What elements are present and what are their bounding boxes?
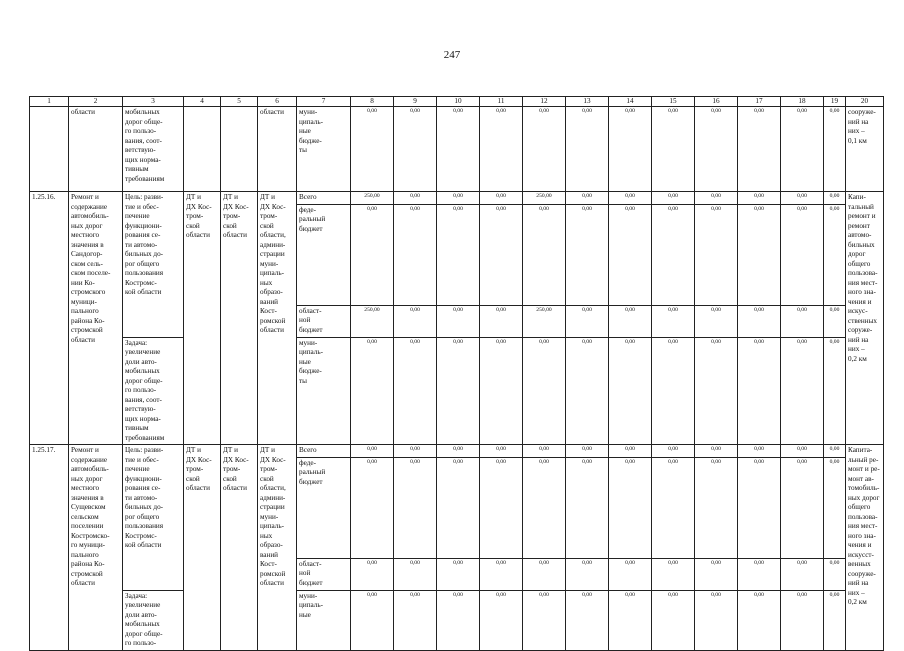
- value-cell: 0,00: [480, 558, 523, 590]
- value-cell: 0,00: [394, 457, 437, 558]
- value-cell: 0,00: [781, 457, 824, 558]
- value-cell: 0,00: [695, 558, 738, 590]
- value-cell: 0,00: [480, 457, 523, 558]
- column-number: 11: [480, 97, 523, 107]
- column-number: 7: [297, 97, 351, 107]
- value-cell: 0,00: [437, 107, 480, 192]
- executor-cell: области: [258, 107, 297, 192]
- result-cell: Капи- тальный ремонт и ремонт автомо- бильных дорог общего пользова- ния мест- ного зна- чения и искус- ственных соруже- ний на них – 0,2 км: [846, 192, 884, 445]
- column-number: 4: [184, 97, 221, 107]
- column-number: 13: [566, 97, 609, 107]
- value-cell: 0,00: [824, 192, 846, 205]
- column-number: 19: [824, 97, 846, 107]
- value-cell: 0,00: [566, 107, 609, 192]
- value-cell: 0,00: [523, 204, 566, 305]
- value-cell: 0,00: [738, 590, 781, 650]
- result-cell: Капита- льный ре- монт и ре- монт ав- томобиль- ных дорог общего пользова- ния мест- ного зна- чения и искусст- венных сооруже- ний на них – 0,2 км: [846, 445, 884, 651]
- value-cell: 0,00: [695, 107, 738, 192]
- value-cell: 0,00: [609, 457, 652, 558]
- value-cell: 0,00: [695, 305, 738, 337]
- value-cell: 0,00: [824, 590, 846, 650]
- value-cell: 0,00: [566, 558, 609, 590]
- value-cell: 0,00: [738, 457, 781, 558]
- event-name-cell: области: [69, 107, 123, 192]
- value-cell: 0,00: [437, 558, 480, 590]
- value-cell: 0,00: [652, 204, 695, 305]
- column-number: 10: [437, 97, 480, 107]
- value-cell: 0,00: [609, 107, 652, 192]
- value-cell: 0,00: [437, 457, 480, 558]
- executor-cell: ДТ и ДХ Кос- тром- ской области, админи- страции муни- ципаль- ных образо- ваний Кост- ромской области: [258, 445, 297, 651]
- row-number-cell: 1.25.17.: [30, 445, 69, 651]
- value-cell: 0,00: [609, 305, 652, 337]
- value-cell: 0,00: [394, 204, 437, 305]
- column-number: 8: [351, 97, 394, 107]
- value-cell: 0,00: [781, 107, 824, 192]
- value-cell: 0,00: [824, 107, 846, 192]
- result-cell: сооруже- ний на них – 0,1 км: [846, 107, 884, 192]
- value-cell: 0,00: [738, 445, 781, 458]
- value-cell: 0,00: [695, 192, 738, 205]
- column-number: 18: [781, 97, 824, 107]
- funding-source-cell: Всего: [297, 192, 351, 205]
- value-cell: 0,00: [781, 590, 824, 650]
- value-cell: 0,00: [523, 337, 566, 445]
- event-name-cell: Ремонт и содержание автомобиль- ных дорог местного значения в Сандогор- ском сель- ском поселе- нии Ко- стромского муници- пального района Ко- стромской области: [69, 192, 123, 445]
- value-cell: 0,00: [437, 337, 480, 445]
- coexecutor-cell: ДТ и ДХ Кос- тром- ской области: [221, 192, 258, 445]
- table-row: [30, 590, 884, 650]
- value-cell: 0,00: [695, 590, 738, 650]
- value-cell: 250,00: [351, 192, 394, 205]
- funding-source-cell: феде- ральный бюджет: [297, 204, 351, 305]
- task-cell: Задача: увеличение доли авто- мобильных дорог обще- го пользо-: [123, 590, 184, 650]
- value-cell: 250,00: [523, 192, 566, 205]
- value-cell: 0,00: [480, 107, 523, 192]
- value-cell: 0,00: [351, 337, 394, 445]
- funding-source-cell: област- ной бюджет: [297, 305, 351, 337]
- value-cell: 0,00: [394, 337, 437, 445]
- value-cell: 250,00: [351, 305, 394, 337]
- value-cell: 0,00: [738, 558, 781, 590]
- value-cell: 0,00: [523, 445, 566, 458]
- value-cell: 0,00: [566, 457, 609, 558]
- value-cell: 0,00: [566, 204, 609, 305]
- value-cell: 0,00: [351, 107, 394, 192]
- table-body: [30, 97, 884, 651]
- column-number: 6: [258, 97, 297, 107]
- value-cell: 0,00: [523, 590, 566, 650]
- value-cell: 0,00: [566, 445, 609, 458]
- value-cell: 0,00: [351, 457, 394, 558]
- column-number: 16: [695, 97, 738, 107]
- value-cell: 0,00: [738, 337, 781, 445]
- column-number: 3: [123, 97, 184, 107]
- program-table: [29, 96, 884, 651]
- value-cell: 0,00: [437, 590, 480, 650]
- funding-source-cell: муни- ципаль- ные: [297, 590, 351, 650]
- value-cell: 0,00: [652, 107, 695, 192]
- funding-source-cell: муни- ципаль- ные бюдже- ты: [297, 107, 351, 192]
- table-row: [30, 192, 884, 205]
- value-cell: 0,00: [609, 192, 652, 205]
- event-name-cell: Ремонт и содержание автомобиль- ных дорог местного значения в Сущевском сельском поселении Костромско- го муници- пального района Ко- стромской области: [69, 445, 123, 651]
- column-number: 12: [523, 97, 566, 107]
- table-row: [30, 337, 884, 445]
- value-cell: 0,00: [523, 457, 566, 558]
- funding-source-cell: феде- ральный бюджет: [297, 457, 351, 558]
- value-cell: 0,00: [695, 457, 738, 558]
- value-cell: 0,00: [523, 107, 566, 192]
- value-cell: 0,00: [480, 192, 523, 205]
- column-number: 5: [221, 97, 258, 107]
- task-cell: Задача: увеличение доли авто- мобильных дорог обще- го пользо- вания, соот- ветствую- щих норма- тивным требованиям: [123, 337, 184, 445]
- value-cell: 0,00: [652, 457, 695, 558]
- coexecutor-cell: ДТ и ДХ Кос- тром- ской области: [221, 445, 258, 651]
- value-cell: 0,00: [738, 192, 781, 205]
- empty-cell: [221, 107, 258, 192]
- value-cell: 0,00: [394, 305, 437, 337]
- column-number: 2: [69, 97, 123, 107]
- value-cell: 0,00: [480, 305, 523, 337]
- column-number: 1: [30, 97, 69, 107]
- column-number: 14: [609, 97, 652, 107]
- value-cell: 0,00: [480, 590, 523, 650]
- value-cell: 0,00: [394, 445, 437, 458]
- value-cell: 0,00: [695, 337, 738, 445]
- value-cell: 0,00: [437, 305, 480, 337]
- value-cell: 0,00: [480, 204, 523, 305]
- value-cell: 0,00: [609, 204, 652, 305]
- table-row: [30, 445, 884, 458]
- value-cell: 0,00: [351, 558, 394, 590]
- value-cell: 0,00: [695, 445, 738, 458]
- value-cell: 0,00: [781, 204, 824, 305]
- value-cell: 0,00: [609, 445, 652, 458]
- value-cell: 0,00: [351, 204, 394, 305]
- value-cell: 0,00: [566, 192, 609, 205]
- column-number: 15: [652, 97, 695, 107]
- value-cell: 0,00: [781, 558, 824, 590]
- value-cell: 0,00: [437, 445, 480, 458]
- value-cell: 0,00: [738, 204, 781, 305]
- value-cell: 0,00: [480, 337, 523, 445]
- value-cell: 0,00: [824, 337, 846, 445]
- value-cell: 250,00: [523, 305, 566, 337]
- value-cell: 0,00: [609, 590, 652, 650]
- funding-source-cell: област- ной бюджет: [297, 558, 351, 590]
- value-cell: 0,00: [437, 192, 480, 205]
- value-cell: 0,00: [781, 445, 824, 458]
- value-cell: 0,00: [652, 192, 695, 205]
- value-cell: 0,00: [351, 590, 394, 650]
- goal-cell: Цель: разви- тие и обес- печение функциони- рования се- ти автомо- бильных до- рог общего пользования Костромс- кой области: [123, 445, 184, 591]
- value-cell: 0,00: [652, 558, 695, 590]
- value-cell: 0,00: [824, 457, 846, 558]
- empty-cell: [184, 107, 221, 192]
- value-cell: 0,00: [394, 192, 437, 205]
- value-cell: 0,00: [480, 445, 523, 458]
- value-cell: 0,00: [781, 192, 824, 205]
- responsible-cell: ДТ и ДХ Кос- тром- ской области: [184, 192, 221, 445]
- value-cell: 0,00: [824, 204, 846, 305]
- header-row: [30, 97, 884, 107]
- goal-task-cell: мобильных дорог обще- го пользо- вания, соот- ветствую- щих норма- тивным требованиям: [123, 107, 184, 192]
- column-number: 9: [394, 97, 437, 107]
- funding-source-cell: муни- ципаль- ные бюдже- ты: [297, 337, 351, 445]
- page-number: 247: [443, 49, 461, 61]
- value-cell: 0,00: [609, 558, 652, 590]
- value-cell: 0,00: [824, 445, 846, 458]
- value-cell: 0,00: [566, 305, 609, 337]
- funding-source-cell: Всего: [297, 445, 351, 458]
- row-number-cell: 1.25.16.: [30, 192, 69, 445]
- value-cell: 0,00: [437, 204, 480, 305]
- empty-cell: [30, 107, 69, 192]
- value-cell: 0,00: [652, 305, 695, 337]
- value-cell: 0,00: [351, 445, 394, 458]
- value-cell: 0,00: [652, 590, 695, 650]
- value-cell: 0,00: [394, 590, 437, 650]
- responsible-cell: ДТ и ДХ Кос- тром- ской области: [184, 445, 221, 651]
- value-cell: 0,00: [652, 337, 695, 445]
- goal-cell: Цель: разви- тие и обес- печение функциони- рования се- ти автомо- бильных до- рог общего пользования Костромс- кой области: [123, 192, 184, 338]
- column-number: 20: [846, 97, 884, 107]
- value-cell: 0,00: [781, 337, 824, 445]
- value-cell: 0,00: [566, 337, 609, 445]
- value-cell: 0,00: [652, 445, 695, 458]
- value-cell: 0,00: [523, 558, 566, 590]
- value-cell: 0,00: [695, 204, 738, 305]
- value-cell: 0,00: [781, 305, 824, 337]
- executor-cell: ДТ и ДХ Кос- тром- ской области, админи- страции муни- ципаль- ных образо- ваний Кост- ромской области: [258, 192, 297, 445]
- column-number: 17: [738, 97, 781, 107]
- value-cell: 0,00: [824, 305, 846, 337]
- value-cell: 0,00: [566, 590, 609, 650]
- value-cell: 0,00: [738, 107, 781, 192]
- value-cell: 0,00: [609, 337, 652, 445]
- value-cell: 0,00: [738, 305, 781, 337]
- value-cell: 0,00: [394, 558, 437, 590]
- table-row: [30, 107, 884, 192]
- value-cell: 0,00: [824, 558, 846, 590]
- value-cell: 0,00: [394, 107, 437, 192]
